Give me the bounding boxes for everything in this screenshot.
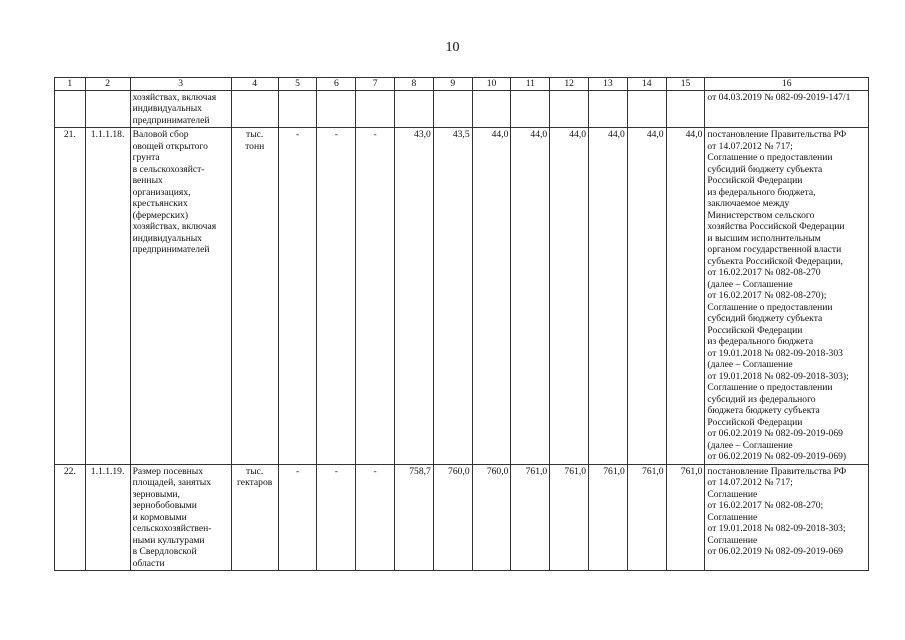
indicator-code-cell: 1.1.1.18. xyxy=(85,128,130,465)
value-cell: 761,0 xyxy=(666,464,705,571)
column-header: 11 xyxy=(511,78,550,91)
column-header: 12 xyxy=(550,78,589,91)
value-cell: 760,0 xyxy=(433,464,472,571)
column-header: 4 xyxy=(231,78,278,91)
page-number: 10 xyxy=(445,40,460,55)
table-row xyxy=(55,464,869,571)
column-header: 7 xyxy=(356,78,395,91)
indicator-name-cell: Размер посевных площадей, занятых зерновыми, зернобобовыми и кормовыми сельскохозяйствен- ными культурами в Свердловской области xyxy=(130,464,231,571)
value-cell: 761,0 xyxy=(627,464,666,571)
value-cell: - xyxy=(317,464,356,571)
value-cell: 44,0 xyxy=(511,128,550,465)
column-header: 9 xyxy=(433,78,472,91)
column-header: 3 xyxy=(130,78,231,91)
value-cell: 44,0 xyxy=(472,128,511,465)
column-number-row xyxy=(55,78,869,91)
column-header: 2 xyxy=(85,78,130,91)
unit-cell: тыс. гектаров xyxy=(231,464,278,571)
source-document-cell: постановление Правительства РФ от 14.07.2012 № 717; Соглашение от 16.02.2017 № 082-08-270; Соглашение от 19.01.2018 № 082-09-2018-303; Соглашение от 06.02.2019 № 082-09-2019-069 xyxy=(705,464,869,571)
column-header: 10 xyxy=(472,78,511,91)
column-header: 8 xyxy=(395,78,434,91)
value-cell: 44,0 xyxy=(550,128,589,465)
column-header: 13 xyxy=(589,78,628,91)
value-cell: 760,0 xyxy=(472,464,511,571)
row-number-cell: 21. xyxy=(55,128,86,465)
column-header: 1 xyxy=(55,78,86,91)
value-cell: - xyxy=(317,128,356,465)
value-cell: 761,0 xyxy=(589,464,628,571)
row-number-cell: 22. xyxy=(55,464,86,571)
column-header: 15 xyxy=(666,78,705,91)
column-header: 14 xyxy=(627,78,666,91)
column-header: 6 xyxy=(317,78,356,91)
unit-cell: тыс. тонн xyxy=(231,128,278,465)
value-cell: 44,0 xyxy=(627,128,666,465)
table-row-continuation xyxy=(55,90,869,128)
source-document-cell: от 04.03.2019 № 082-09-2019-147/1 xyxy=(705,90,869,128)
value-cell: - xyxy=(356,128,395,465)
indicators-table xyxy=(54,77,869,571)
source-document-cell: постановление Правительства РФ от 14.07.2012 № 717; Соглашение о предоставлении субсидий бюджету субъекта Российской Федерации из федерального бюджета, заключаемое между Министерством сельского хозяйства Российской Федерации и высшим исполнительным органом государственной власти субъекта Российской Федерации, от 16.02.2017 № 082-08-270 (далее – Соглашение от 16.02.2017 № 082-08-270); Соглашение о предоставлении субсидий бюджету субъекта Российской Федерации из федерального бюджета от 19.01.2018 № 082-09-2018-303 (далее – Соглашение от 19.01.2018 № 082-09-2018-303); Соглашение о предоставлении субсидий из федерального бюджета бюджету субъекта Российской Федерации от 06.02.2019 № 082-09-2019-069 (далее – Соглашение от 06.02.2019 № 082-09-2019-069) xyxy=(705,128,869,465)
indicator-name-cell: Валовой сбор овощей открытого грунта в сельскохозяйст- венных организациях, крестьянских (фермерских) хозяйствах, включая индивидуальных предпринимателей xyxy=(130,128,231,465)
value-cell: - xyxy=(278,464,317,571)
value-cell: - xyxy=(356,464,395,571)
value-cell: 44,0 xyxy=(589,128,628,465)
value-cell: 761,0 xyxy=(511,464,550,571)
indicator-name-cell: хозяйствах, включая индивидуальных предпринимателей xyxy=(130,90,231,128)
value-cell: - xyxy=(278,128,317,465)
value-cell: 43,5 xyxy=(433,128,472,465)
column-header: 5 xyxy=(278,78,317,91)
value-cell: 758,7 xyxy=(395,464,434,571)
value-cell: 761,0 xyxy=(550,464,589,571)
value-cell: 44,0 xyxy=(666,128,705,465)
column-header: 16 xyxy=(705,78,869,91)
value-cell: 43,0 xyxy=(395,128,434,465)
indicator-code-cell: 1.1.1.19. xyxy=(85,464,130,571)
table-row xyxy=(55,128,869,465)
